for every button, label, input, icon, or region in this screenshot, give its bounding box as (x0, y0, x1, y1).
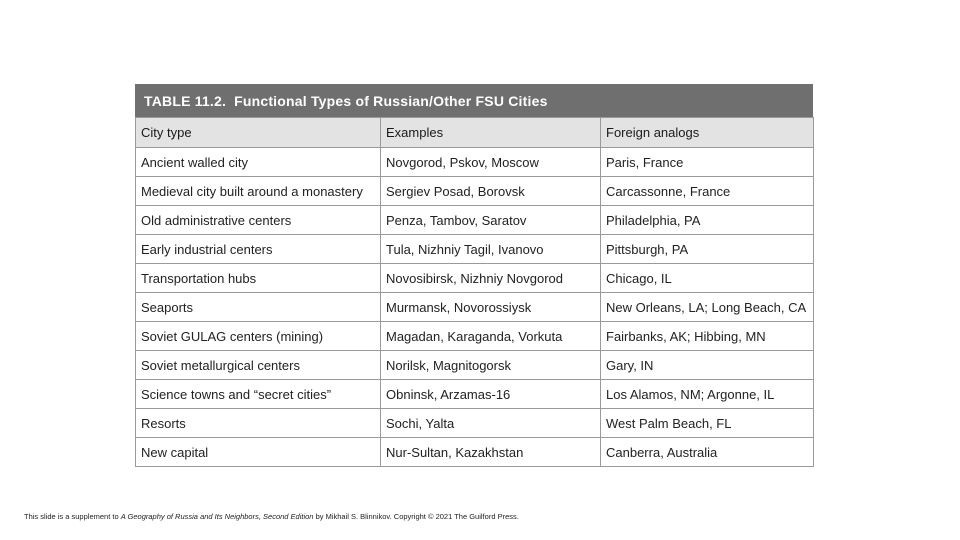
cell-city-type: Seaports (136, 293, 381, 322)
cell-city-type: Medieval city built around a monastery (136, 177, 381, 206)
cell-examples: Obninsk, Arzamas-16 (381, 380, 601, 409)
data-table (135, 117, 814, 467)
footer-prefix: This slide is a supplement to (24, 512, 121, 521)
cell-examples: Sochi, Yalta (381, 409, 601, 438)
cell-city-type: Old administrative centers (136, 206, 381, 235)
table-row (136, 409, 814, 438)
table-label: TABLE 11.2. (144, 93, 227, 109)
table-title-bar (135, 84, 813, 117)
cell-city-type: Transportation hubs (136, 264, 381, 293)
cell-examples: Novgorod, Pskov, Moscow (381, 148, 601, 177)
functional-types-table (135, 84, 813, 467)
cell-foreign-analogs: New Orleans, LA; Long Beach, CA (601, 293, 814, 322)
cell-examples: Sergiev Posad, Borovsk (381, 177, 601, 206)
table-row (136, 206, 814, 235)
table-row (136, 438, 814, 467)
cell-city-type: Early industrial centers (136, 235, 381, 264)
table-row (136, 264, 814, 293)
cell-examples: Norilsk, Magnitogorsk (381, 351, 601, 380)
table-row (136, 177, 814, 206)
cell-foreign-analogs: West Palm Beach, FL (601, 409, 814, 438)
cell-examples: Murmansk, Novorossiysk (381, 293, 601, 322)
cell-foreign-analogs: Los Alamos, NM; Argonne, IL (601, 380, 814, 409)
cell-examples: Nur-Sultan, Kazakhstan (381, 438, 601, 467)
header-examples: Examples (381, 118, 601, 148)
cell-foreign-analogs: Philadelphia, PA (601, 206, 814, 235)
cell-foreign-analogs: Gary, IN (601, 351, 814, 380)
header-foreign-analogs: Foreign analogs (601, 118, 814, 148)
table-title: Functional Types of Russian/Other FSU Cities (234, 93, 548, 109)
cell-foreign-analogs: Pittsburgh, PA (601, 235, 814, 264)
header-city-type: City type (136, 118, 381, 148)
table-row (136, 380, 814, 409)
table-row (136, 235, 814, 264)
cell-foreign-analogs: Paris, France (601, 148, 814, 177)
cell-foreign-analogs: Carcassonne, France (601, 177, 814, 206)
cell-city-type: Soviet metallurgical centers (136, 351, 381, 380)
cell-foreign-analogs: Chicago, IL (601, 264, 814, 293)
cell-city-type: New capital (136, 438, 381, 467)
cell-examples: Magadan, Karaganda, Vorkuta (381, 322, 601, 351)
copyright-footer (24, 512, 519, 521)
table-row (136, 322, 814, 351)
cell-examples: Novosibirsk, Nizhniy Novgorod (381, 264, 601, 293)
table-row (136, 351, 814, 380)
cell-examples: Tula, Nizhniy Tagil, Ivanovo (381, 235, 601, 264)
cell-city-type: Ancient walled city (136, 148, 381, 177)
cell-city-type: Science towns and “secret cities” (136, 380, 381, 409)
cell-city-type: Soviet GULAG centers (mining) (136, 322, 381, 351)
table-row (136, 293, 814, 322)
table-row (136, 148, 814, 177)
cell-city-type: Resorts (136, 409, 381, 438)
header-row (136, 118, 814, 148)
cell-foreign-analogs: Fairbanks, AK; Hibbing, MN (601, 322, 814, 351)
footer-book-title: A Geography of Russia and Its Neighbors, Second Edition (120, 512, 314, 521)
cell-examples: Penza, Tambov, Saratov (381, 206, 601, 235)
footer-suffix: by Mikhail S. Blinnikov. Copyright © 2021 The Guilford Press. (313, 512, 519, 521)
cell-foreign-analogs: Canberra, Australia (601, 438, 814, 467)
